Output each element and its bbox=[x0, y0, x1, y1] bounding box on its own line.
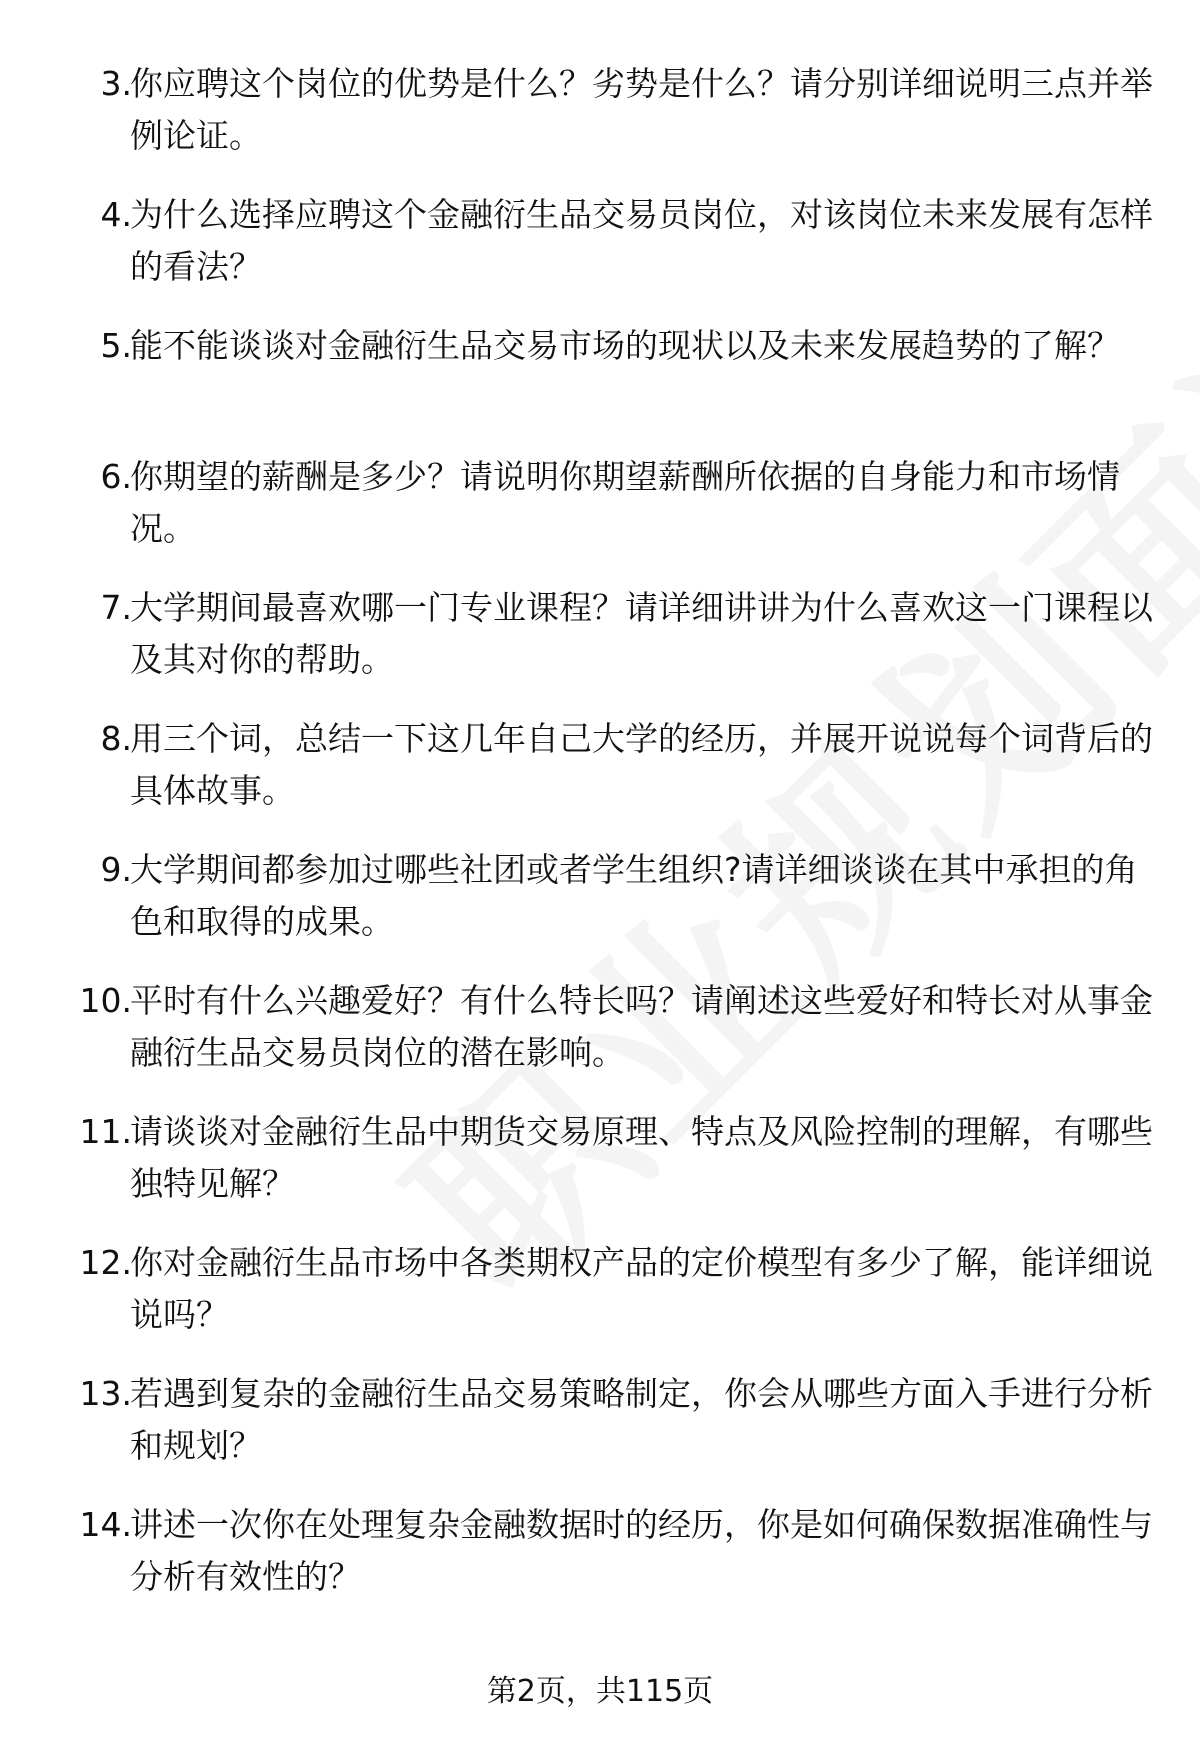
question-list bbox=[0, 58, 1200, 1630]
list-item bbox=[0, 975, 1200, 1106]
question-number: 13. bbox=[79, 1374, 132, 1413]
question-number: 4. bbox=[100, 195, 132, 234]
list-item bbox=[0, 189, 1200, 320]
list-item bbox=[0, 320, 1200, 451]
question-number: 11. bbox=[79, 1112, 132, 1151]
list-item bbox=[0, 451, 1200, 582]
question-text: 用三个词，总结一下这几年自己大学的经历，并展开说说每个词背后的具体故事。 bbox=[130, 719, 1153, 810]
list-item bbox=[0, 1499, 1200, 1630]
question-number: 8. bbox=[100, 719, 132, 758]
question-number: 3. bbox=[100, 64, 132, 103]
list-item bbox=[0, 582, 1200, 713]
question-text: 你应聘这个岗位的优势是什么？劣势是什么？请分别详细说明三点并举例论证。 bbox=[130, 64, 1153, 155]
question-number: 9. bbox=[100, 850, 132, 889]
list-item bbox=[0, 58, 1200, 189]
list-item bbox=[0, 1106, 1200, 1237]
list-item bbox=[0, 1368, 1200, 1499]
question-text: 能不能谈谈对金融衍生品交易市场的现状以及未来发展趋势的了解？ bbox=[130, 326, 1120, 365]
question-number: 5. bbox=[100, 326, 132, 365]
list-item bbox=[0, 713, 1200, 844]
question-number: 12. bbox=[79, 1243, 132, 1282]
question-text: 大学期间都参加过哪些社团或者学生组织?请详细谈谈在其中承担的角色和取得的成果。 bbox=[130, 850, 1138, 941]
question-text: 请谈谈对金融衍生品中期货交易原理、特点及风险控制的理解，有哪些独特见解？ bbox=[130, 1112, 1153, 1203]
page-footer bbox=[0, 1672, 1200, 1712]
question-text: 平时有什么兴趣爱好？有什么特长吗？请阐述这些爱好和特长对从事金融衍生品交易员岗位的潜在影响。 bbox=[130, 981, 1153, 1072]
question-text: 为什么选择应聘这个金融衍生品交易员岗位，对该岗位未来发展有怎样的看法？ bbox=[130, 195, 1153, 286]
question-number: 14. bbox=[79, 1505, 132, 1544]
question-text: 你期望的薪酬是多少？请说明你期望薪酬所依据的自身能力和市场情况。 bbox=[130, 457, 1120, 548]
question-number: 6. bbox=[100, 457, 132, 496]
page-number-label: 第2页，共115页 bbox=[486, 1674, 714, 1709]
list-item bbox=[0, 1237, 1200, 1368]
question-number: 7. bbox=[100, 588, 132, 627]
list-item bbox=[0, 844, 1200, 975]
question-text: 讲述一次你在处理复杂金融数据时的经历，你是如何确保数据准确性与分析有效性的？ bbox=[130, 1505, 1153, 1596]
question-text: 大学期间最喜欢哪一门专业课程？请详细讲讲为什么喜欢这一门课程以及其对你的帮助。 bbox=[130, 588, 1153, 679]
question-text: 若遇到复杂的金融衍生品交易策略制定，你会从哪些方面入手进行分析和规划？ bbox=[130, 1374, 1153, 1465]
question-number: 10. bbox=[79, 981, 132, 1020]
question-text: 你对金融衍生品市场中各类期权产品的定价模型有多少了解，能详细说说吗？ bbox=[130, 1243, 1153, 1334]
